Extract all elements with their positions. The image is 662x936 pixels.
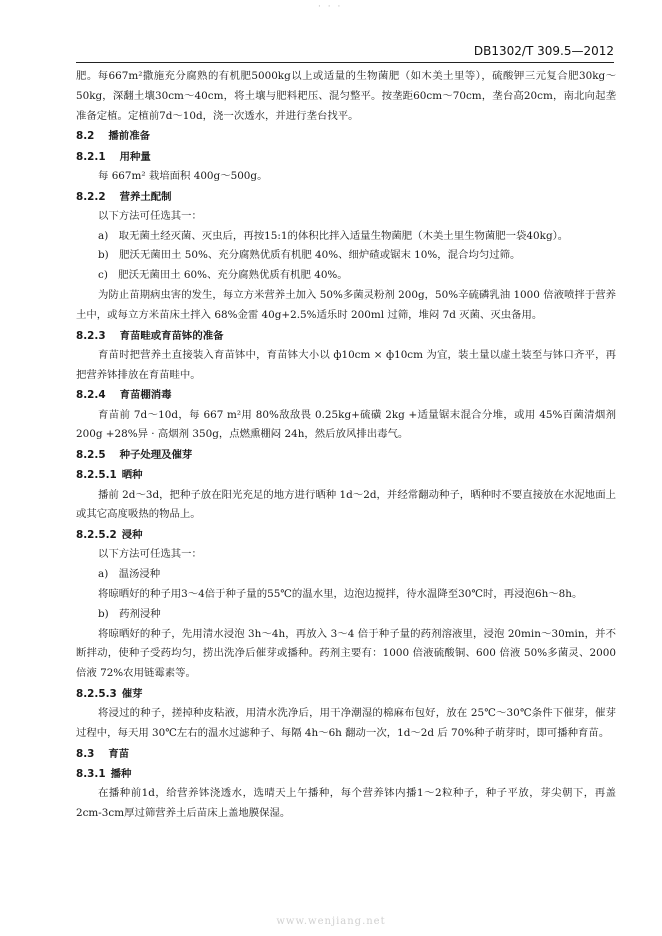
heading-title: 播种: [110, 767, 132, 780]
heading-8-3-1: [76, 764, 616, 784]
list-item-c: c) 肥沃无菌田土 60%、充分腐熟优质有机肥 40%。: [98, 269, 348, 282]
heading-number: 8.2.5: [76, 449, 106, 462]
heading-8-2-5-3: [76, 684, 616, 704]
paragraph-sun-drying: 播前 2d～3d，把种子放在阳光充足的地方进行晒种 1d～2d，并经常翻动种子，晒种时不要直接放在水泥地面上或其它高度吸热的物品上。: [76, 488, 616, 521]
heading-number: 8.2.1: [76, 150, 106, 163]
heading-number: 8.2.4: [76, 389, 106, 402]
heading-title: 种子处理及催芽: [119, 449, 193, 462]
paragraph-choose-one-soak: 以下方法可任选其一：: [98, 548, 202, 561]
paragraph-disinfection-note: 为防止苗期病虫害的发生，每立方米营养土加入 50%多菌灵粉剂 200g，50%辛硫磷乳油 1000 倍液喷拌于营养土中，或每立方米苗床土拌入 68%金雷 40g+2.5%适乐时 200ml 过筛，堆闷 7d 灭菌、灭虫备用。: [76, 288, 616, 321]
paragraph-fertilizer: 肥。每667m²撒施充分腐熟的有机肥5000kg以上或适量的生物菌肥（如木美土里等），硫酸钾三元复合肥30kg～50kg，深翻土壤30cm～40cm，将土壤与肥料耙压、混匀整平。按垄距60cm～70cm，垄台高20cm，南北向起垄准备定植。定植前7d～10d，浇一次透水，并进行垄台找平。: [76, 70, 616, 122]
document-body: [76, 67, 616, 824]
paragraph-chemical-soak: 将晾晒好的种子，先用清水浸泡 3h～4h，再放入 3～4 倍于种子量的药剂溶液里，浸泡 20min～30min，并不断拌动，使种子受药均匀，捞出洗净后催芽或播种。药剂主要有：1000 倍液硫酸铜、600 倍液 50%多菌灵、2000 倍液 72%农用链霉素等。: [76, 627, 616, 680]
paragraph-nursery-pots: 育苗时把营养土直接装入育苗钵中，育苗钵大小以 ф10cm × ф10cm 为宜，装土量以虚土装至与钵口齐平，再把营养钵排放在育苗畦中。: [76, 348, 616, 381]
heading-title: 育苗畦或育苗钵的准备: [119, 329, 224, 342]
paragraph-warm-soak: 将晾晒好的种子用3～4倍于种子量的55℃的温水里，边泡边搅拌，待水温降至30℃时，再浸泡6h～8h。: [98, 587, 583, 600]
heading-title: 浸种: [121, 529, 143, 542]
heading-8-2-1: [76, 147, 616, 167]
heading-title: 播前准备: [108, 130, 150, 143]
heading-title: 育苗: [108, 747, 130, 760]
list-item-b-title: b) 药剂浸种: [98, 607, 161, 620]
heading-8-2: [76, 126, 616, 146]
heading-8-2-2: [76, 187, 616, 207]
watermark: www.wenjiang.net: [276, 916, 386, 927]
paragraph-germination: 将浸过的种子，搓掉种皮粘液，用清水洗净后，用干净潮湿的棉麻布包好，放在 25℃～30℃条件下催芽，催芽过程中，每天用 30℃左右的温水过滤种子、每隔 4h～6h 翻动一次，1d～2d 后 70%种子萌芽时，即可播种育苗。: [76, 707, 616, 739]
heading-number: 8.3: [76, 747, 95, 760]
document-code: DB1302/T 309.5—2012: [473, 44, 614, 58]
top-mark: · · ·: [318, 2, 343, 12]
heading-title: 晒种: [121, 469, 143, 482]
paragraph-sowing: 在播种前1d，给营养钵浇透水，选晴天上午播种，每个营养钵内播1～2粒种子，种子平放，芽尖朝下，再盖2cm-3cm厚过筛营养土后苗床上盖地膜保湿。: [76, 787, 616, 819]
heading-title: 催芽: [121, 687, 143, 700]
heading-number: 8.3.1: [76, 767, 106, 780]
heading-number: 8.2.3: [76, 329, 106, 342]
heading-8-2-5: [76, 445, 616, 465]
heading-title: 营养土配制: [119, 190, 172, 203]
heading-8-2-5-2: [76, 525, 616, 545]
paragraph-seed-amount: 每 667m² 栽培面积 400g～500g。: [98, 169, 268, 182]
heading-8-2-5-1: [76, 465, 616, 485]
list-item-a-title: a) 温汤浸种: [98, 568, 161, 581]
header-rule: [76, 62, 614, 63]
heading-number: 8.2.2: [76, 190, 106, 203]
heading-number: 8.2.5.3: [76, 687, 117, 700]
paragraph-greenhouse-disinfection: 育苗前 7d～10d，每 667 m²用 80%敌敌畏 0.25kg+硫磺 2kg +适量锯末混合分堆，或用 45%百菌清烟剂 200g +28%异 · 高烟剂 350g，点燃熏棚闷 24h，然后放风排出毒气。: [76, 408, 616, 441]
list-item-a: a) 取无菌土经灭菌、灭虫后，再按15:1的体积比拌入适量生物菌肥（木美土里生物菌肥一袋40kg）。: [98, 229, 569, 242]
heading-number: 8.2: [76, 130, 95, 143]
heading-8-3: [76, 744, 616, 764]
list-item-b: b) 肥沃无菌田土 50%、充分腐熟优质有机肥 40%、细炉碴或锯末 10%，混合均匀过筛。: [98, 249, 521, 262]
heading-8-2-3: [76, 326, 616, 346]
paragraph-choose-one: 以下方法可任选其一：: [98, 209, 202, 222]
heading-number: 8.2.5.2: [76, 529, 117, 542]
heading-title: 用种量: [119, 150, 151, 163]
heading-number: 8.2.5.1: [76, 469, 117, 482]
heading-8-2-4: [76, 385, 616, 405]
heading-title: 育苗棚消毒: [119, 389, 172, 402]
